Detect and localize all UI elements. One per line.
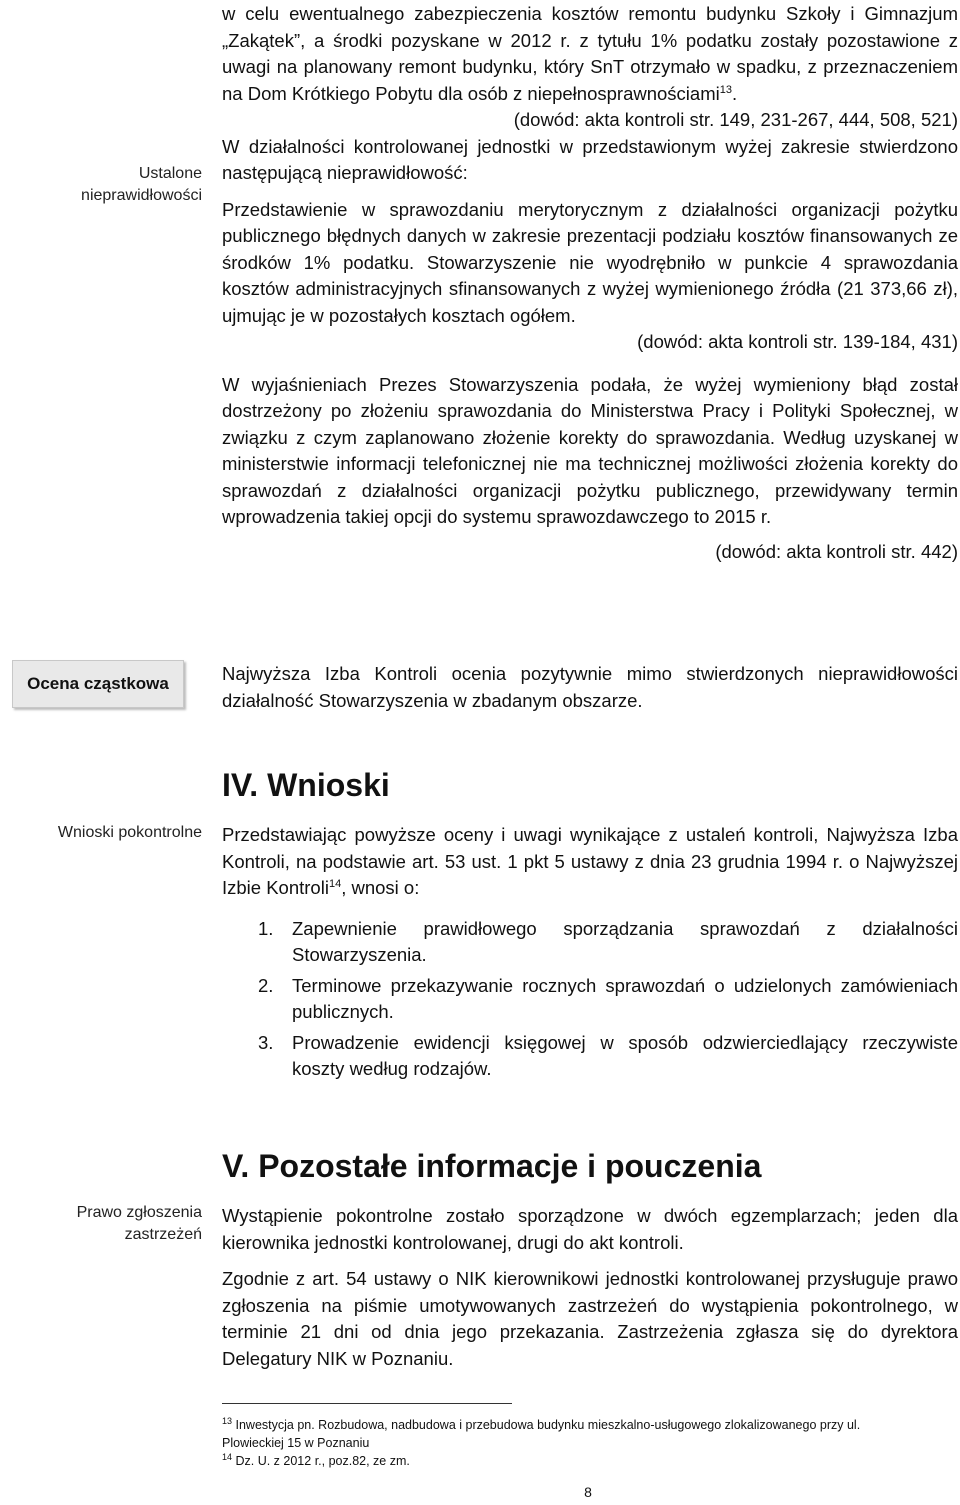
- heading-wnioski: IV. Wnioski: [222, 767, 390, 803]
- heading-pozostale: V. Pozostałe informacje i pouczenia: [222, 1148, 762, 1184]
- paragraph-1: w celu ewentualnego zabezpieczenia kosztów remontu budynku Szkoły i Gimnazjum „Zakątek”, a środki pozyskane w 2012 r. z tytułu 1% podatku zostały pozostawione z uwagi na planowany remont budynku, który SnT otrzymało w spadku, z przeznaczeniem na Dom Krótkiego Pobytu dla osób z niepełnosprawnościami$^{13}$.: [222, 3, 958, 104]
- ocena-text: Najwyższa Izba Kontroli ocenia pozytywnie mimo stwierdzonych nieprawidłowości działalność Stowarzyszenia w zbadanym obszarze.: [222, 663, 958, 711]
- paragraph-4: W wyjaśnieniach Prezes Stowarzyszenia podała, że wyżej wymieniony błąd został dostrzeżony po złożeniu sprawozdania do Ministerstwa Pracy i Polityki Społecznej, w związku z czym zaplanowano złożenie korekty do sprawozdania. Według uzyskanej w ministerstwie informacji telefonicznej nie ma technicznej możliwości złożenia korekty do sprawozdań z działalności organizacji pożytku publicznego, przewidywany termin wprowadzenia takiej opcji do systemu sprawozdawczego to 2015 r.: [222, 373, 958, 527]
- paragraph-3: Przedstawienie w sprawozdaniu merytorycznym z działalności organizacji pożytku publicznego błędnych danych w zakresie prezentacji podziału kosztów finansowanych ze środków 1% podatku. Stowarzyszenie nie wyodrębniło w punkcie 4 sprawozdania kosztów administracyjnych sfinansowanych z wyżej wymienionego źródła (21 373,66 zł), ujmując je w pozostałych kosztach ogółem.: [222, 198, 958, 326]
- pozostale-section: [222, 1203, 958, 1372]
- list-item: 3. Prowadzenie ewidencji księgowej w sposób odzwierciedlający rzeczywiste koszty według rodzajów.: [258, 1031, 958, 1079]
- footnotes: [222, 1416, 922, 1470]
- sidebar-label-wnioski: Wnioski pokontrolne: [57, 824, 202, 841]
- wnioski-section: [222, 822, 958, 1087]
- sidebar-label-ustalone: Ustalone nieprawidłowości: [81, 165, 202, 204]
- footnote-ref-14: 14: [328, 877, 342, 890]
- footnote-divider: [222, 1403, 512, 1404]
- page-number: 8: [584, 1484, 592, 1500]
- findings-section: [222, 1, 958, 565]
- list-item: 1. Zapewnienie prawidłowego sporządzania sprawozdań z działalności Stowarzyszenia.: [258, 917, 958, 965]
- paragraph-6: Zgodnie z art. 54 ustawy o NIK kierownikowi jednostki kontrolowanej przysługuje prawo zgłoszenia na piśmie umotywowanych zastrzeżeń do wystąpienia pokontrolnego, w terminie 21 dni od dnia jego przekazania. Zastrzeżenia zgłasza się do dyrektora Delegatury NIK w Poznaniu.: [222, 1268, 958, 1369]
- evidence-2: (dowód: akta kontroli str. 139-184, 431): [637, 331, 958, 352]
- list-item: 2. Terminowe przekazywanie rocznych sprawozdań o udzielonych zamówieniach publicznych.: [258, 974, 958, 1022]
- evidence-1: (dowód: akta kontroli str. 149, 231-267, 444, 508, 521): [513, 109, 958, 130]
- footnote-ref-13: 13: [719, 83, 732, 96]
- wnioski-list: [222, 916, 958, 1083]
- footnote-14: $^{14}$ Dz. U. z 2012 r., poz.82, ze zm.: [222, 1451, 410, 1468]
- evidence-3: (dowód: akta kontroli str. 442): [715, 540, 958, 562]
- sidebar-label-prawo: Prawo zgłoszenia zastrzeżeń: [76, 1204, 202, 1243]
- wnioski-intro: Przedstawiając powyższe oceny i uwagi wynikające z ustaleń kontroli, Najwyższa Izba Kontroli, na podstawie art. 53 ust. 1 pkt 5 ustawy z dnia 23 grudnia 1994 r. o Najwyższej Izbie Kontroli$^{14}$, wnosi o:: [222, 824, 958, 898]
- ocena-czastkowa-label: Ocena cząstkowa: [12, 660, 184, 708]
- paragraph-5: Wystąpienie pokontrolne zostało sporządzone w dwóch egzemplarzach; jeden dla kierownika jednostki kontrolowanej, drugi do akt kontroli.: [222, 1205, 958, 1253]
- footnote-13: $^{13}$ Inwestycja pn. Rozbudowa, nadbudowa i przebudowa budynku mieszkalno-usługowego zlokalizowanego przy ul. Plowieckiej 15 w Poznaniu: [222, 1415, 861, 1450]
- paragraph-2: W działalności kontrolowanej jednostki w przedstawionym wyżej zakresie stwierdzono następującą nieprawidłowość:: [222, 135, 958, 183]
